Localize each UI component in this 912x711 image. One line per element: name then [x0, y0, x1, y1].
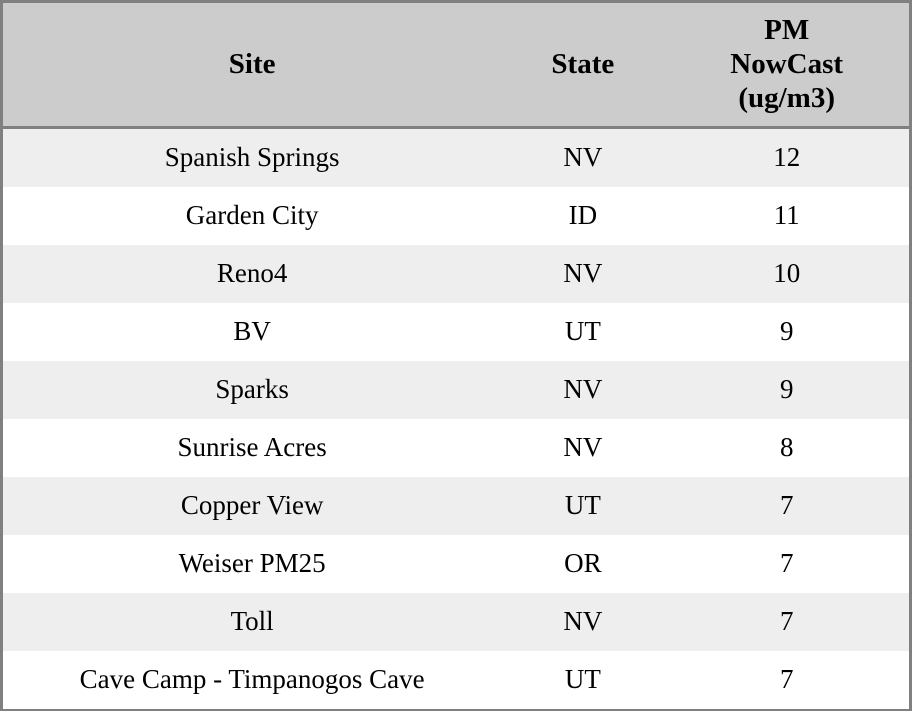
- cell-site: Cave Camp - Timpanogos Cave: [79, 664, 425, 694]
- table-row: [3, 535, 909, 593]
- table-row: [3, 651, 909, 709]
- table-row: [3, 419, 909, 477]
- column-header-state-line-1: State: [551, 48, 615, 81]
- cell-state: NV: [563, 432, 603, 462]
- table-row: [3, 303, 909, 361]
- cell-site: Sunrise Acres: [177, 432, 327, 462]
- table-row: [3, 127, 909, 187]
- cell-value: 8: [779, 432, 794, 462]
- table-row: [3, 593, 909, 651]
- cell-site: Weiser PM25: [178, 548, 326, 578]
- cell-state: NV: [563, 374, 603, 404]
- table-header-row: [3, 3, 909, 127]
- column-header-site-line-1: Site: [228, 48, 276, 81]
- cell-value: 11: [773, 200, 800, 230]
- column-header-state: [501, 3, 664, 127]
- cell-state: NV: [563, 142, 603, 172]
- column-header-pm-nowcast-line-1: PM: [764, 13, 810, 46]
- table-row: [3, 361, 909, 419]
- column-header-pm-nowcast: [664, 3, 909, 127]
- cell-state: UT: [564, 664, 601, 694]
- cell-site: Copper View: [180, 490, 324, 520]
- cell-value: 7: [779, 664, 794, 694]
- cell-value: 12: [773, 142, 801, 172]
- cell-value: 9: [779, 374, 794, 404]
- cell-state: OR: [564, 548, 602, 578]
- pm-nowcast-table: [3, 3, 909, 709]
- cell-site: Garden City: [185, 200, 319, 230]
- cell-value: 7: [779, 490, 794, 520]
- table-row: [3, 187, 909, 245]
- cell-site: BV: [233, 316, 271, 346]
- cell-value: 10: [773, 258, 801, 288]
- cell-site: Toll: [230, 606, 274, 636]
- table-body: [3, 127, 909, 709]
- cell-state: UT: [564, 316, 601, 346]
- column-header-site: [3, 3, 501, 127]
- cell-state: UT: [564, 490, 601, 520]
- cell-state: NV: [563, 258, 603, 288]
- table-header: [3, 3, 909, 127]
- column-header-pm-nowcast-line-3: (ug/m3): [738, 82, 836, 115]
- cell-site: Reno4: [216, 258, 288, 288]
- cell-state: ID: [568, 200, 598, 230]
- table-row: [3, 477, 909, 535]
- cell-state: NV: [563, 606, 603, 636]
- column-header-pm-nowcast-line-2: NowCast: [730, 48, 844, 81]
- cell-site: Sparks: [215, 374, 289, 404]
- cell-site: Spanish Springs: [164, 142, 340, 172]
- cell-value: 7: [779, 548, 794, 578]
- cell-value: 9: [779, 316, 794, 346]
- table-row: [3, 245, 909, 303]
- cell-value: 7: [779, 606, 794, 636]
